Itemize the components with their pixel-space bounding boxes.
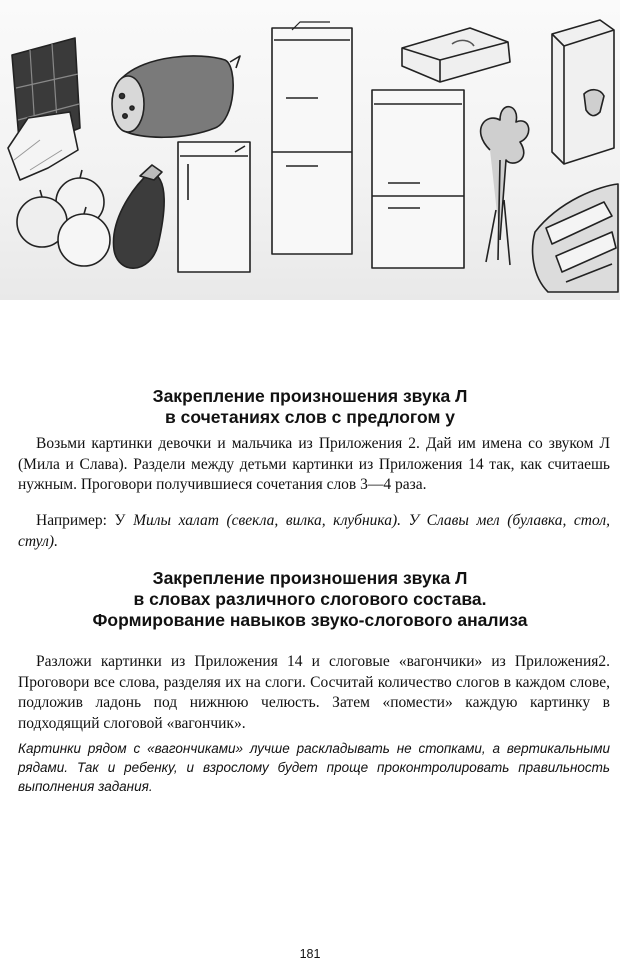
section1-example xyxy=(18,511,610,552)
section2-title-line3: Формирование навыков звуко-слогового анализа xyxy=(92,610,528,630)
example-text: Милы халат (свекла, вилка, клубника). У Славы мел (булавка, стол, стул). xyxy=(18,512,610,550)
medium-fridge-icon xyxy=(372,90,464,268)
illustration-art xyxy=(0,0,620,300)
section2-heading xyxy=(0,568,620,631)
apples-icon xyxy=(17,170,110,266)
fish-fillet-icon xyxy=(533,184,618,292)
section2-paragraph: Разложи картинки из Приложения 14 и слоговые «вагончики» из Приложения2. Проговори все слова, разделяя их на слоги. Сосчитай количество слогов в каждом слове, подложив ладонь под нижнюю челюсть. Затем «помести» каждую картинку в подходящий слоговой «вагончик». xyxy=(18,653,610,732)
illustration xyxy=(0,0,620,300)
butter-pack-icon xyxy=(402,28,510,82)
sausage-icon xyxy=(112,56,240,137)
section2-note: Картинки рядом с «вагончиками» лучше раскладывать не стопками, а вертикальными рядами. Так и ребенку, и взрослому будет проще проконтролировать правильность выполнения задания. xyxy=(18,741,610,794)
tall-fridge-icon xyxy=(272,22,352,254)
section1-title-line2: в сочетаниях слов с предлогом у xyxy=(165,407,455,427)
eggplant-icon xyxy=(113,165,164,268)
example-lead: Например: У xyxy=(36,512,134,529)
milk-carton-icon xyxy=(552,20,614,164)
section1-title-line1: Закрепление произношения звука Л xyxy=(152,386,468,406)
chocolate-bar-icon xyxy=(8,38,80,180)
small-fridge-icon xyxy=(178,142,250,272)
section2-title-line1: Закрепление произношения звука Л xyxy=(152,568,468,588)
section1-heading xyxy=(0,386,620,428)
section1-paragraph: Возьми картинки девочки и мальчика из Приложения 2. Дай им имена со звуком Л (Мила и Слава). Раздели между детьми картинки из Приложения 14 так, как считаешь нужным. Проговори получившиеся сочетания слов 3—4 раза. xyxy=(18,435,610,493)
page-number: 181 xyxy=(299,947,321,961)
lettuce-icon xyxy=(481,107,529,265)
section2-title-line2: в словах различного слогового состава. xyxy=(133,589,487,609)
